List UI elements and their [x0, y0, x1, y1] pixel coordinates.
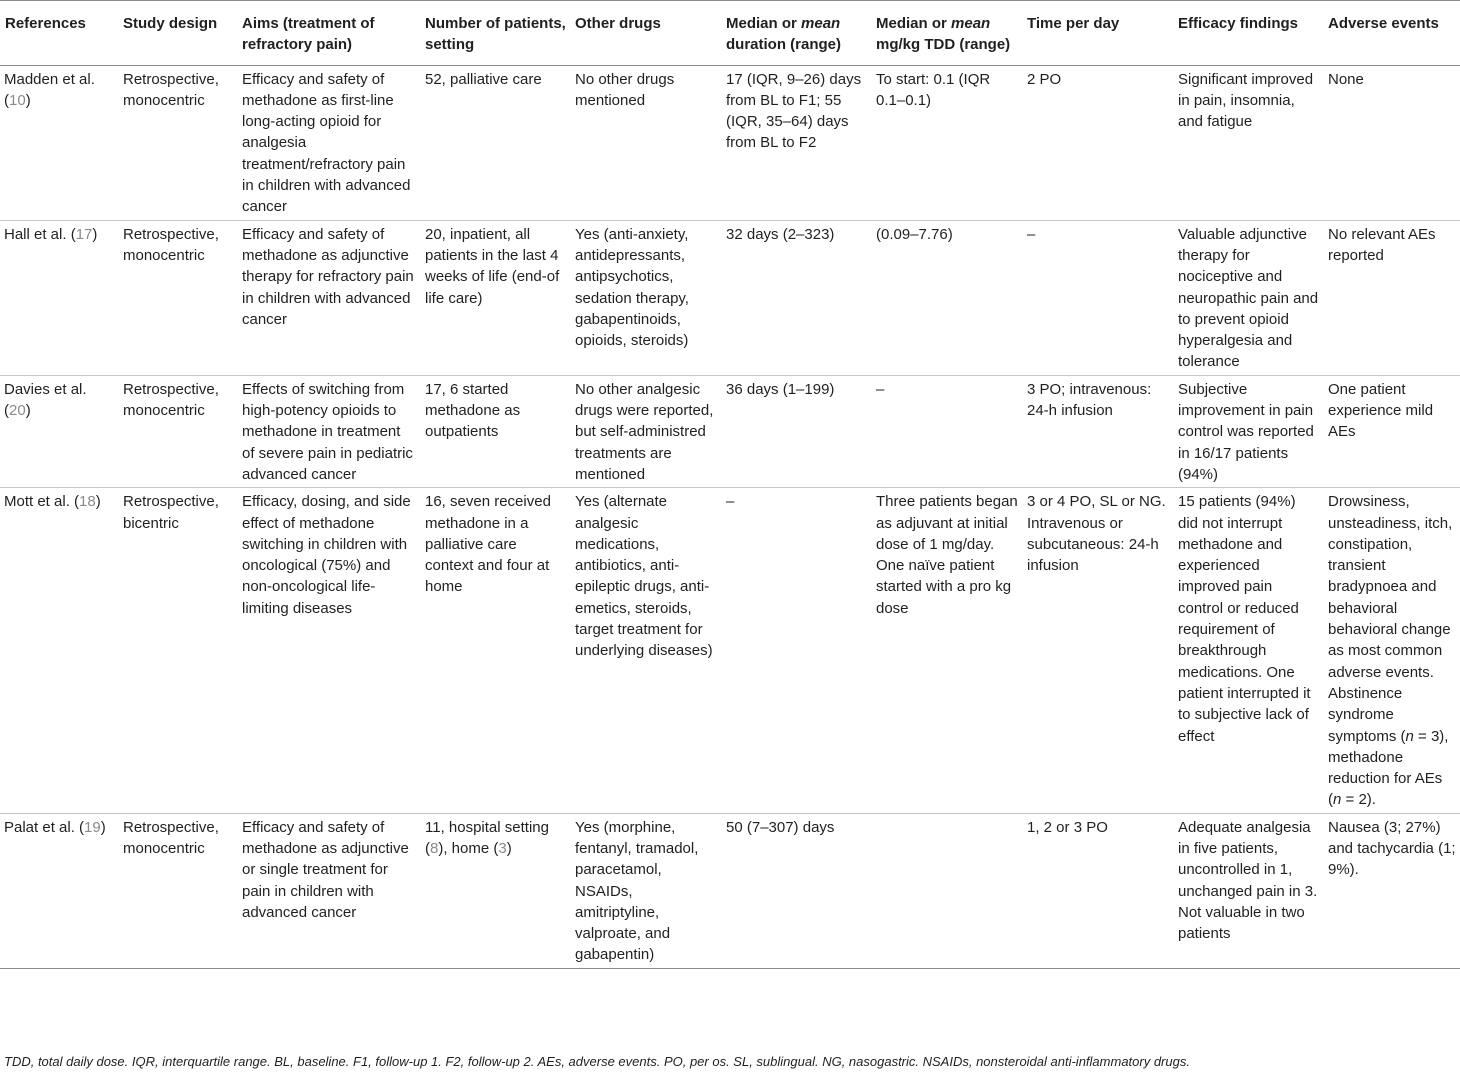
cell-efficacy: Valuable adjunctive therapy for nociceptive and neuropathic pain and to prevent opioid hyperalgesia and tolerance	[1178, 225, 1319, 371]
cell-references: Mott et al. (18)	[4, 493, 101, 511]
reference-link[interactable]: 10	[9, 91, 26, 109]
cell-time-per-day: 3 PO; intravenous: 24-h infusion	[1027, 380, 1152, 420]
reference-link[interactable]: 17	[75, 225, 93, 243]
cell-aims: Efficacy, dosing, and side effect of methadone switching in children with oncological (75%) and non-oncological life-limiting diseases	[242, 493, 411, 617]
cell-aims: Efficacy and safety of methadone as adjunctive therapy for refractory pain in children with advanced cancer	[242, 225, 414, 328]
cell-other-drugs: No other analgesic drugs were reported, but self-administred treatments are mentioned	[575, 380, 714, 483]
cell-aims: Efficacy and safety of methadone as adjunctive or single treatment for pain in children with advanced cancer	[242, 818, 409, 921]
header-number-of-patients: Number of patients, setting	[425, 15, 566, 54]
cell-other-drugs: Yes (morphine, fentanyl, tramadol, paracetamol, NSAIDs, amitriptyline, valproate, and gabapentin)	[575, 818, 699, 964]
cell-aims: Efficacy and safety of methadone as first-line long-acting opioid for analgesia treatment/refractory pain in children with advanced cancer	[242, 70, 411, 216]
cell-other-drugs: Yes (anti-anxiety, antidepressants, antipsychotics, sedation therapy, gabapentinoids, opioids, steroids)	[575, 225, 689, 350]
cell-other-drugs: No other drugs mentioned	[575, 70, 675, 109]
reference-link[interactable]: 8	[430, 839, 439, 857]
cell-adverse-events: None	[1328, 70, 1364, 88]
cell-time-per-day: 3 or 4 PO, SL or NG. Intravenous or subcutaneous: 24-h infusion	[1027, 493, 1166, 575]
cell-adverse-events: Nausea (3; 27%) and tachycardia (1; 9%).	[1328, 818, 1456, 879]
cell-study-design: Retrospective, monocentric	[123, 818, 219, 857]
cell-references: Palat et al. (19)	[4, 818, 106, 836]
cell-duration: 17 (IQR, 9–26) days from BL to F1; 55 (IQR, 35–64) days from BL to F2	[726, 70, 862, 152]
cell-number-of-patients: 20, inpatient, all patients in the last 4 weeks of life (end-of life care)	[425, 225, 560, 307]
cell-adverse-events: No relevant AEs reported	[1328, 225, 1436, 264]
table-row	[0, 488, 1460, 813]
header-time-per-day: Time per day	[1027, 15, 1120, 32]
reference-link[interactable]: 18	[79, 493, 96, 511]
cell-study-design: Retrospective, bicentric	[123, 493, 219, 532]
cell-efficacy: Significant improved in pain, insomnia, and fatigue	[1178, 70, 1314, 131]
cell-tdd: Three patients began as adjuvant at initial dose of 1 mg/day. One naïve patient started with a pro kg dose	[876, 493, 1018, 617]
cell-time-per-day: 2 PO	[1027, 70, 1062, 88]
table-footnote: TDD, total daily dose. IQR, interquartile range. BL, baseline. F1, follow-up 1. F2, follow-up 2. AEs, adverse events. PO, per os. SL, sublingual. NG, nasogastric. NSAIDs, nonsteroidal anti-inflammatory drugs.	[4, 1054, 1190, 1069]
cell-references: Hall et al. (17)	[4, 225, 98, 243]
table-header	[0, 1, 1460, 66]
cell-time-per-day: 1, 2 or 3 PO	[1027, 818, 1108, 836]
italic-text: mean	[801, 15, 841, 32]
header-references: References	[5, 15, 86, 32]
header-aims: Aims (treatment of refractory pain)	[242, 15, 375, 54]
cell-adverse-events: Drowsiness, unsteadiness, itch, constipation, transient bradypnoea and behavioral behavioral change as most common adverse events. Abstinence syndrome symptoms (n = 3), methadone reduction for AEs (n = 2).	[1328, 493, 1453, 809]
header-other-drugs: Other drugs	[575, 15, 661, 32]
cell-duration: 32 days (2–323)	[726, 225, 835, 243]
header-tdd: Median or mean mg/kg TDD (range)	[876, 15, 1011, 54]
header-adverse-events: Adverse events	[1328, 15, 1439, 32]
cell-study-design: Retrospective, monocentric	[123, 225, 219, 264]
cell-study-design: Retrospective, monocentric	[123, 380, 219, 420]
header-efficacy: Efficacy findings	[1178, 15, 1299, 32]
cell-tdd: –	[876, 380, 885, 398]
cell-references: Davies et al. (20)	[4, 380, 87, 420]
cell-efficacy: Subjective improvement in pain control was reported in 16/17 patients (94%)	[1178, 380, 1314, 483]
cell-references: Madden et al. (10)	[4, 70, 95, 109]
header-study-design: Study design	[123, 15, 218, 32]
cell-tdd	[871, 813, 1022, 968]
table-row	[0, 375, 1460, 487]
cell-efficacy: Adequate analgesia in five patients, uncontrolled in 1, unchanged pain in 3. Not valuable in two patients	[1178, 818, 1318, 943]
table-row	[0, 813, 1460, 968]
cell-number-of-patients: 11, hospital setting (8), home (3)	[425, 818, 549, 857]
cell-duration: 50 (7–307) days	[726, 818, 835, 836]
table-body	[0, 65, 1460, 968]
cell-other-drugs: Yes (alternate analgesic medications, antibiotics, anti-epileptic drugs, anti-emetics, steroids, target treatment for underlying diseases)	[575, 493, 713, 660]
table-row	[0, 220, 1460, 375]
header-row	[0, 1, 1460, 66]
cell-study-design: Retrospective, monocentric	[123, 70, 219, 109]
cell-duration: –	[726, 493, 735, 511]
italic-text: n	[1333, 791, 1342, 809]
header-duration: Median or mean duration (range)	[726, 15, 841, 54]
cell-tdd: (0.09–7.76)	[876, 225, 953, 243]
cell-efficacy: 15 patients (94%) did not interrupt methadone and experienced improved pain control or reduced requirement of breakthrough medications. One patient interrupted it to subjective lack of effect	[1178, 493, 1311, 745]
reference-link[interactable]: 3	[498, 839, 507, 857]
cell-number-of-patients: 52, palliative care	[425, 70, 542, 88]
cell-aims: Effects of switching from high-potency opioids to methadone in treatment of severe pain in pediatric advanced cancer	[242, 380, 413, 483]
italic-text: n	[1405, 727, 1414, 745]
table-row	[0, 65, 1460, 220]
cell-tdd: To start: 0.1 (IQR 0.1–0.1)	[876, 70, 991, 109]
cell-duration: 36 days (1–199)	[726, 380, 835, 398]
cell-number-of-patients: 17, 6 started methadone as outpatients	[425, 380, 521, 441]
italic-text: mean	[951, 15, 991, 32]
reference-link[interactable]: 20	[9, 402, 26, 420]
reference-link[interactable]: 19	[84, 818, 101, 836]
cell-adverse-events: One patient experience mild AEs	[1328, 380, 1434, 441]
cell-time-per-day: –	[1027, 225, 1036, 243]
cell-number-of-patients: 16, seven received methadone in a palliative care context and four at home	[425, 493, 551, 596]
